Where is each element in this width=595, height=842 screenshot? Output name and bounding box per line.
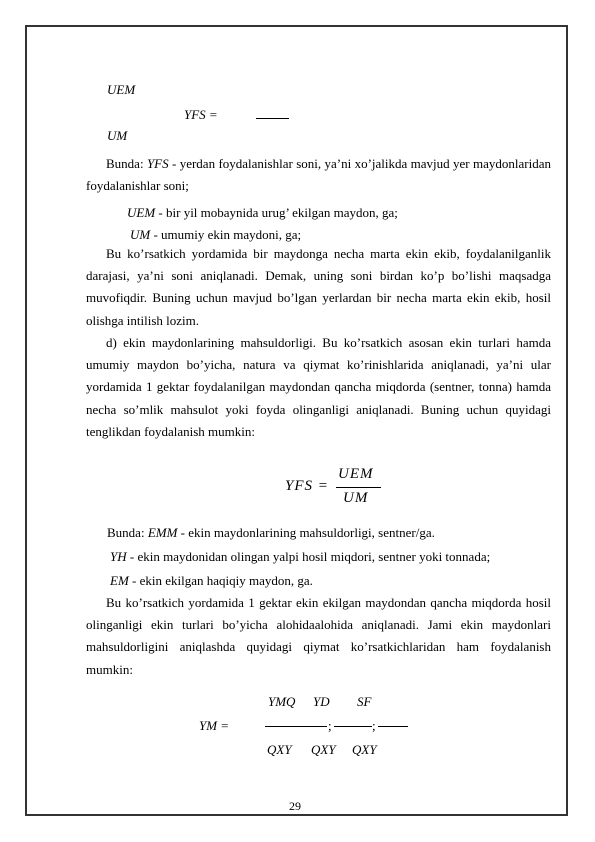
formula3-numerator-3: SF bbox=[357, 694, 372, 709]
paragraph-usage: Bu ko’rsatkich yordamida bir maydonga necha marta ekin ekib, foydalanilganlik darajasi, ya’ni soni aniqlanadi. Demak, uning soni birdan ko’p bo’lishi maqsadga muvofiqdir. Buning uchun mavjud bo’lgan yerlardan bir necha marta ekin ekib, hosil olishga intilish lozim. bbox=[86, 246, 551, 328]
def-em: EM - ekin ekilgan haqiqiy maydon, ga. bbox=[110, 573, 313, 588]
yfs-definition-text: - yerdan foydalanishlar soni, ya’ni xo’jalikda mavjud yer maydonlaridan foydalanishlar soni; bbox=[86, 156, 551, 194]
def-um: UM - umumiy ekin maydoni, ga; bbox=[130, 227, 302, 242]
formula3-fraction-line-1 bbox=[265, 726, 327, 727]
formula3-numerator-2: YD bbox=[313, 694, 330, 709]
formula3-fraction-line-3 bbox=[378, 726, 408, 727]
formula2-denominator: UM bbox=[343, 490, 369, 506]
def-uem: UEM - bir yil mobaynida urug’ ekilgan maydon, ga; bbox=[127, 205, 398, 220]
formula2-fraction-line bbox=[336, 487, 381, 488]
formula3-lhs: YM = bbox=[199, 718, 230, 733]
formula3-numerator-1: YMQ bbox=[268, 694, 296, 709]
formula1-denominator: UM bbox=[107, 128, 128, 143]
formula3-separator-2: ; bbox=[372, 718, 376, 733]
page-number: 29 bbox=[289, 799, 301, 813]
formula1-lhs: YFS = bbox=[184, 107, 218, 122]
def-yh: YH - ekin maydonidan olingan yalpi hosil miqdori, sentner yoki tonnada; bbox=[110, 549, 491, 564]
formula3-denominator-2: QXY bbox=[311, 742, 336, 757]
formula3-separator-1: ; bbox=[328, 718, 332, 733]
formula2-numerator: UEM bbox=[338, 466, 374, 482]
paragraph-productivity: d) ekin maydonlarining mahsuldorligi. Bu ko’rsatkich asosan ekin turlari hamda umumiy maydon bo’yicha, natura va qiymat ko’rinishlarida aniqlanadi, ya’ni ular yordamida 1 gektar foydalanilgan maydondan qancha miqdorda (sentner, tonna) hamda necha so’mlik mahsulot yoki foyda olinganligi aniqlanadi. Buning uchun quyidagi tenglikdan foydalanish mumkin: bbox=[86, 335, 551, 439]
formula3-fraction-line-2 bbox=[334, 726, 372, 727]
formula1-numerator: UEM bbox=[107, 82, 136, 97]
formula2-lhs: YFS = bbox=[285, 478, 329, 494]
formula3-denominator-3: QXY bbox=[352, 742, 377, 757]
formula1-fraction-line bbox=[256, 118, 289, 119]
bunda-label: Bunda: bbox=[106, 156, 147, 171]
paragraph-total-productivity: Bu ko’rsatkich yordamida 1 gektar ekin ekilgan maydondan qancha miqdorda hosil olinganligi ekin turlari bo’yicha alohidaalohida aniqlanadi. Jami ekin maydonlari mahsuldorligini aniqlashda quyidagi qiymat ko’rsatkichlaridan ham foydalanish mumkin: bbox=[86, 595, 551, 677]
var-yfs: YFS bbox=[146, 156, 169, 171]
def-emm: Bunda: EMM - ekin maydonlarining mahsuldorligi, sentner/ga. bbox=[107, 525, 435, 540]
formula3-denominator-1: QXY bbox=[267, 742, 292, 757]
paragraph-yfs-definition bbox=[86, 153, 551, 197]
